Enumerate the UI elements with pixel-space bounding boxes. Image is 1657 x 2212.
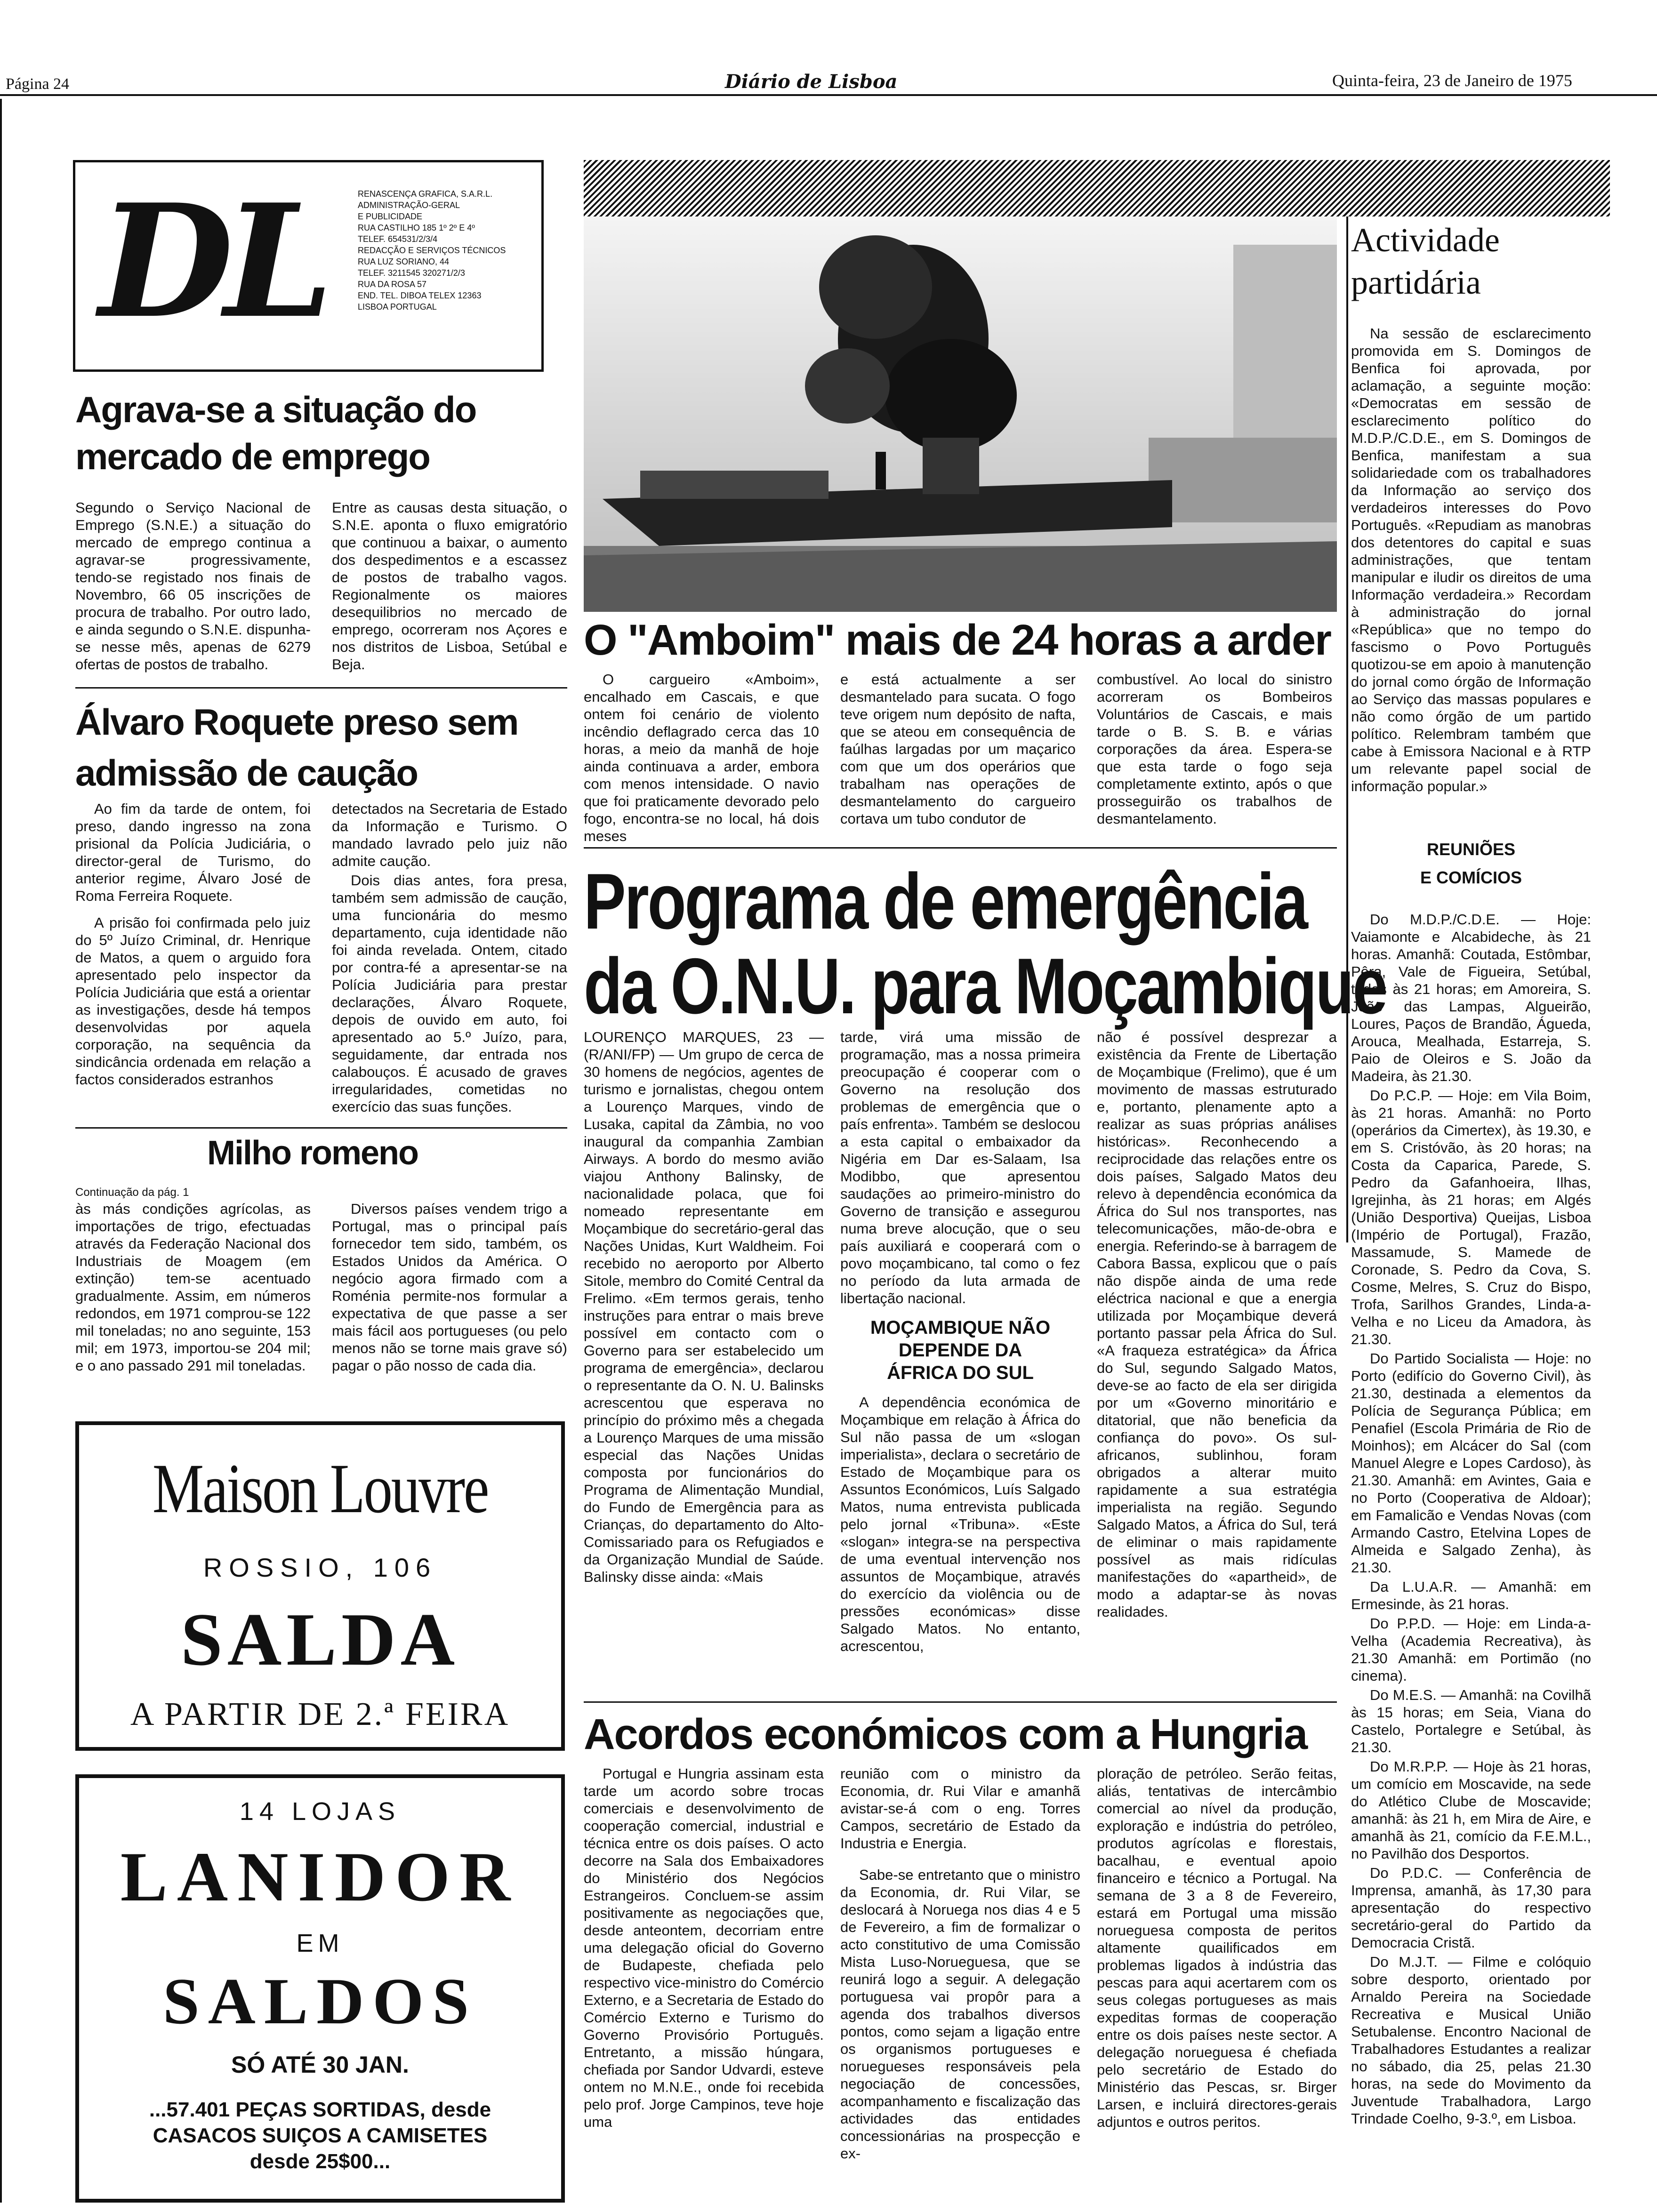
list-item: Do P.P.D. — Hoje: em Linda-a-Velha (Academia Recreativa), às 21.30 Amanhã: em Portimão (no cinema). — [1351, 1615, 1591, 1684]
ad-em: EM — [296, 1929, 344, 1957]
actividade-headline-1: Actividade — [1351, 221, 1500, 259]
ad-stores: 14 LOJAS — [239, 1797, 401, 1826]
roquete-headline: Álvaro Roquete preso sem admissão de caução — [75, 701, 518, 793]
dl-logo: DL — [99, 170, 324, 353]
onu-headline-1: Programa de emergência — [584, 857, 1307, 946]
ad-line: desde 25$00... — [249, 2150, 391, 2173]
reunioes-subhead — [1351, 835, 1591, 892]
amboim-headline: O "Amboim" mais de 24 horas a arder — [584, 616, 1331, 664]
ad-lanidor — [75, 1774, 565, 2203]
actividade-headline-2: partidária — [1351, 264, 1481, 301]
page-number: Página 24 — [6, 75, 70, 93]
onu-headline-2: da O.N.U. para Moçambique — [584, 942, 1386, 1030]
onu-col1: LOURENÇO MARQUES, 23 — (R/ANI/FP) — Um grupo de cerca de 30 homens de negócios, agentes de turismo e jornalistas, chegou ontem a Lourenço Marques, vindo de Lusaka, capital da Zâmbia, no voo inaugural da companhia Zambian Airways. A bordo do mesmo avião viajou Anthony Balinsky, de nacionalidade polaca, que foi nomeado representante em Moçambique do secretário-geral das Nações Unidas, Kurt Waldheim. Foi recebido no aeroporto por Alberto Sitole, membro do Comité Central da Frelimo. «Em termos gerais, tenho instruções para entrar o mais breve possível em contacto com o Governo para ser estabelecido um programa de emergência», declarou o representante da O. N. U. Balinsks acrescentou que esperava no princípio do próximo mês a chegada a Lourenço Marques de uma missão especial das Nações Unidas composta por funcionários do Programa de Alimentação Mundial, do Fundo de Emergência para as Crianças, do departamento do Alto-Comissariado para os Refugiados e da Organização Mundial de Saúde. Balinsky disse ainda: «Mais — [584, 1029, 824, 1585]
list-item: Do M.J.T. — Filme e colóquio sobre desporto, orientado por Arnaldo Pereira na Sociedade Recreativa e Musical União Setubalense. Encontro Nacional de Trabalhadores Estudantes a realizar no sábado, dia 25, pelas 21.30 horas, na sede do Movimento da Juventude Trabalhadora, Largo Trindade Coelho, 9-3.º, em Lisboa. — [1351, 1954, 1591, 2127]
emprego-col1: Segundo o Serviço Nacional de Emprego (S.N.E.) a situação do mercado de emprego continua a agravar-se progressivamente, tendo-se registado nos finais de Novembro, 66 05 inscrições de procura de trabalho. Por outro lado, e ainda segundo o S.N.E. dispunha-se nesse mês, apenas de 6279 ofertas de postos de trabalho. — [75, 499, 311, 673]
reunioes-list — [1351, 911, 1591, 2129]
continuation-note: Continuação da pág. 1 — [75, 1186, 189, 1199]
section-rule — [75, 1127, 567, 1129]
masthead-rule — [0, 94, 1657, 96]
section-rule — [584, 847, 1337, 849]
paragraph: A prisão foi confirmada pelo juiz do 5º Juízo Criminal, dr. Henrique de Matos, a quem o arguido fora apresentado pelo inspector da Polícia Judiciária que está a orientar as investigações, desde há tempos desenvolvidas por aquela corporação, na sequência da sindicância ordenada em relação a factos considerados estranhos — [75, 914, 311, 1088]
section-rule — [584, 1701, 1337, 1703]
list-item: Do M.E.S. — Amanhã: na Covilhã às 15 horas; em Seia, Viana do Castelo, Portalegre e Setúbal, às 21.30. — [1351, 1687, 1591, 1755]
paragraph: Dois dias antes, fora presa, também sem admissão de caução, uma funcionária do mesmo departamento, cuja identidade não foi ainda revelada. Ontem, citado por contra-fé a apresentar-se na Polícia Judiciária para prestar declarações, Álvaro Roquete, depois de ouvido em auto, foi apresentado ao 5.º Juízo, para, seguidamente, dar entrada nos calabouços. É acusado de graves irregularidades, cometidas no exercício das suas funções. — [332, 872, 567, 1115]
paragraph: tarde, virá uma missão de programação, mas a nossa primeira preocupação é cooperar com o Governo na resolução dos problemas de emergência que o país enfrenta». Também se deslocou a esta capital o embaixador da Nigéria em Dar es-Salaam, Isa Modibbo, que apresentou saudações ao primeiro-ministro do Governo de transição e assegurou numa breve alocução, que o seu país auxiliará e cooperará com o povo moçambicano, tal como o fez no período da luta armada de libertação nacional. — [840, 1029, 1080, 1306]
ad-from: A PARTIR DE 2.ª FEIRA — [130, 1696, 510, 1732]
subhead-line: REUNIÕES — [1426, 840, 1516, 859]
paragraph: Ao fim da tarde de ontem, foi preso, dando ingresso na zona prisional da Polícia Judiciária, o director-geral de Turismo, do anterior regime, Álvaro José de Roma Ferreira Roquete. — [75, 801, 311, 904]
imprint-line: RUA DA ROSA 57 — [358, 280, 427, 289]
imprint-line: TELEF. 3211545 320271/2/3 — [358, 268, 465, 278]
section-rule — [75, 687, 567, 689]
ad-line: CASACOS SUIÇOS A CAMISETES — [153, 2124, 488, 2147]
logo-box — [73, 160, 544, 372]
ship-photo — [584, 216, 1337, 612]
actividade-text: Na sessão de esclarecimento promovida em S. Domingos de Benfica foi aprovada, por aclamação, a seguinte moção: «Democratas em sessão de esclarecimento político do M.D.P./C.D.E., em S. Domingos de Benfica, manifestam a sua solidariedade com os trabalhadores da Informação ao serviço dos verdadeiros interesses do Povo Português. «Repudiam as manobras dos detentores do capital e suas administrações, que tentam manipular e iludir os direitos de uma Informação verdadeira.» Recordam à administração do jornal «República» que no tempo do fascismo o Povo Português quotizou-se em apoio à manutenção do jornal como órgão de Informação ao Serviço das massas populares e não como órgão de um partido político. Relembram também que cabe à Emissora Nacional e à RTP um relevante papel social de informação popular.» — [1351, 325, 1591, 794]
subhead-line: E COMÍCIOS — [1420, 868, 1522, 887]
imprint-line: E PUBLICIDADE — [358, 212, 423, 221]
paper-name: Diário de Lisboa — [725, 71, 898, 93]
list-item: Do M.R.P.P. — Hoje às 21 horas, um comício em Moscavide, na sede do Atlético Clube de Moscavide; amanhã: às 21 h, em Mira de Aire, e amanhã às 21, comício da F.E.M.L., no Pavilhão dos Desportos. — [1351, 1758, 1591, 1862]
hungria-col1: Portugal e Hungria assinam esta tarde um acordo sobre trocas comerciais e desenvolvimento de cooperação comercial, industrial e técnica entre os dois países. O acto decorre na Sala dos Embaixadores do Ministério dos Negócios Estrangeiros. Concluem-se assim positivamente as negociações que, desde anteontem, decorriam entre uma delegação oficial do Governo de Budapeste, chefiada pelo respectivo vice-ministro do Comércio Externo, e a Secretaria de Estado do Comércio Externo e Turismo do Governo Provisório Português. Entretanto, a missão húngara, chefiada por Sandor Udvardi, esteve ontem no M.N.E., onde foi recebida pelo prof. Jorge Campinos, teve hoje uma — [584, 1765, 824, 2130]
imprint-line: RUA CASTILHO 185 1º 2º E 4º — [358, 223, 475, 232]
ad-sale: SALDA — [180, 1597, 460, 1681]
hungria-col3: ploração de petróleo. Serão feitas, aliás, tentativas de intercâmbio comercial ao nível da produção, exploração e indústria do petróleo, produtos agrícolas e florestais, bacalhau, e eventual apoio financeiro e técnico a Portugal. Na semana de 3 a 8 de Fevereiro, estará em Portugal uma missão norueguesa composta de peritos altamente quailificados em problemas ligados à indústria das pescas para aqui acertarem com os seus colegas portugueses as mais expeditas formas de cooperação entre os dois países neste sector. A delegação norueguesa é chefiada pelo secretário de Estado do Ministério das Pescas, sr. Birger Larsen, e incluirá directores-gerais adjuntos e outros peritos. — [1097, 1765, 1337, 2130]
imprint-line: REDACÇÃO E SERVIÇOS TÉCNICOS — [358, 246, 506, 255]
ad-line: ...57.401 PEÇAS SORTIDAS, desde — [149, 2098, 491, 2121]
issue-date: Quinta-feira, 23 de Janeiro de 1975 — [1332, 71, 1572, 90]
emprego-col2: Entre as causas desta situação, o S.N.E. aponta o fluxo emigratório que continuou a baixar, o aumento dos despedimentos e a escassez de postos de trabalho vagos. Regionalmente os maiores desequilibrios no mercado de emprego, ocorreram nos Açores e nos distritos de Lisboa, Setúbal e Beja. — [332, 499, 567, 673]
onu-col3: não é possível desprezar a existência da Frente de Libertação de Moçambique (Frelimo), que é um movimento de massas estruturado e, portanto, plenamente apto a realizar as suas próprias análises históricas». Reconhecendo a reciprocidade das relações entre os dois países, Salgado Matos deu relevo à dependência económica da África do Sul nos transportes, nas telecomunicações, mão-de-obra e energia. Referindo-se à barragem de Cabora Bassa, explicou que o país não dispõe ainda de uma rede eléctrica nacional e que a energia utilizada por Moçambique deverá portanto passar pela África do Sul. «A fraqueza estratégica» da África do Sul, segundo Salgado Matos, deve-se ao facto de ela ser dirigida por um «Governo minoritário e ditatorial, que não beneficia da confiança do povo». Os sul-africanos, sublinhou, foram obrigados a alterar muito rapidamente a sua estratégia imperialista na região. Segundo Salgado Matos, a África do Sul, terá de eliminar o mais rapidamente possível as mais ridículas manifestações do «apartheid», de modo a adaptar-se às novas realidades. — [1097, 1029, 1337, 1620]
list-item: Do M.D.P./C.D.E. — Hoje: Vaiamonte e Alcabideche, às 21 horas. Amanhã: Coutada, Estômbar, Pêra, Vale de Figueira, Setúbal, todas às 21 horas; em Amoreira, S. João das Lampas, Algueirão, Loures, Paços de Brandão, Águeda, Arouca, Mealhada, Estarreja, S. Paio de Oleiros e S. João da Madeira, às 21.30. — [1351, 911, 1591, 1084]
milho-col2: Diversos países vendem trigo a Portugal, mas o principal país fornecedor tem sido, também, os Estados Unidos da América. O negócio agora firmado com a Roménia permite-nos formular a expectativa de que passe a ser mais fácil aos portugueses (ou pelo menos não se torne mais grave só) pagar o pão nosso de cada dia. — [332, 1201, 567, 1374]
ad-until: SÓ ATÉ 30 JAN. — [231, 2052, 409, 2078]
paragraph: Sabe-se entretanto que o ministro da Economia, dr. Rui Vilar, se deslocará à Noruega nos dias 4 e 5 de Fevereiro, a fim de formalizar o acto constitutivo de uma Comissão Mista Luso-Norueguesa, que se reunirá logo a seguir. A delegação portuguesa vai propôr para a agenda dos trabalhos diversos pontos, como sejam a ligação entre os organismos portugueses e noruegueses responsáveis pela negociação de concessões, acompanhamento e fiscalização das actividades das entidades concessionárias na prospecção e ex- — [840, 1867, 1080, 2162]
list-item: Da L.U.A.R. — Amanhã: em Ermesinde, às 21 horas. — [1351, 1579, 1591, 1612]
milho-headline: Milho romeno — [207, 1134, 418, 1172]
column-rule — [1346, 216, 1348, 1242]
imprint-line: RUA LUZ SORIANO, 44 — [358, 257, 450, 266]
imprint-line: RENASCENÇA GRAFICA, S.A.R.L. — [358, 189, 493, 199]
ad-address: ROSSIO, 106 — [203, 1553, 437, 1582]
paragraph: detectados na Secretaria de Estado da Informação e Turismo. O mandado lavrado pelo juiz não admite caução. — [332, 801, 567, 869]
imprint-line: TELEF. 654531/2/3/4 — [358, 234, 438, 244]
ad-maison-louvre — [75, 1421, 565, 1751]
amboim-col2: e está actualmente a ser desmantelado para sucata. O fogo teve origem num depósito de nafta, que se ateou em consequência de faúlhas largadas por um maçarico com que um dos operários que trabalham nas operações de desmantelamento do cargueiro cortava um tubo condutor de — [840, 671, 1076, 827]
hungria-headline: Acordos económicos com a Hungria — [584, 1710, 1307, 1758]
left-page-rule — [0, 99, 2, 2203]
list-item: Do P.D.C. — Conferência de Imprensa, amanhã, às 17,30 para apresentação do respectivo secretário-geral do Partido da Democracia Cristã. — [1351, 1865, 1591, 1951]
imprint — [358, 188, 506, 313]
hatched-banner — [584, 160, 1610, 216]
onu-col2 — [840, 1028, 1080, 1657]
amboim-col3: combustível. Ao local do sinistro acorreram os Bombeiros Voluntários de Cascais, e mais tarde o B. S. B. e várias corporações da área. Espera-se que esta tarde o fogo seja completamente extinto, após o que prosseguirão os trabalhos de desmantelamento. — [1097, 671, 1332, 827]
list-item: Do P.C.P. — Hoje: em Vila Boim, às 21 horas. Amanhã: no Porto (operários da Cimertex), às 19.30, e em S. Cristóvão, às 20 horas; na Costa da Caparica, Parede, S. Pedro da Gafanhoeira, Ilhas, Igrejinha, às 21 horas; em Algés (União Desportiva) Queijas, Lisboa (Império de Portugal), Frazão, Massamude, S. Mamede de Coronade, S. Pedro da Cova, S. Cosme, Melres, S. Cruz do Bispo, Trofa, Sarilhos Grandes, Linda-a-Velha e no Liceu da Amadora, às 21.30. — [1351, 1087, 1591, 1347]
imprint-line: END. TEL. DIBOA TELEX 12363 — [358, 291, 482, 300]
milho-col1: às más condições agrícolas, as importações de trigo, efectuadas através da Federação Nacional dos Industriais de Moagem (em extinção) tem-se acentuado gradualmente. Assim, em números redondos, em 1971 comprou-se 122 mil toneladas; no ano seguinte, 153 mil; em 1973, importou-se 204 mil; e o ano passado 291 mil toneladas. — [75, 1201, 311, 1374]
paragraph: A dependência económica de Moçambique em relação à África do Sul não passa de um «slogan imperialista», declara o secretário de Estado de Moçambique para os Assuntos Económicos, Luís Salgado Matos, numa entrevista publicada pelo jornal «Tribuna». «Este «slogan» integra-se na perspectiva de uma eventual intervenção nos assuntos de Moçambique, através do exercício da violência ou de pressões económicas» disse Salgado Matos. No entanto, acrescentou, — [840, 1394, 1080, 1654]
ad-saldos: SALDOS — [162, 1965, 478, 2038]
ship-fire-image — [584, 216, 1337, 612]
amboim-col1: O cargueiro «Amboim», encalhado em Cascais, e que ontem foi cenário de violento incêndio deflagrado cerca das 10 horas, a meio da manhã de hoje ainda continuava a arder, embora com menos intensidade. O navio que foi praticamente devorado pelo fogo, encontra-se no local, há dois meses — [584, 671, 819, 844]
list-item: Do Partido Socialista — Hoje: no Porto (edifício do Governo Civil), às 21.30, destinada a elementos da Polícia de Segurança Pública; em Penafiel (Escola Primária de Rio de Moinhos); em Alcácer do Sal (com Manuel Alegre e Lopes Cardoso), às 21.30. Amanhã: em Avintes, Gaia e no Porto (Cooperativa de Aldoar); em Famalicão e Vendas Novas (com Armando Castro, Etelvina Lopes de Almeida e Salgado Zenha), às 21.30. — [1351, 1350, 1591, 1576]
hungria-col2 — [840, 1765, 1080, 2164]
emprego-headline: Agrava-se a situação do mercado de emprego — [75, 389, 476, 477]
onu-subhead: MOÇAMBIQUE NÃO DEPENDE DA ÁFRICA DO SUL — [870, 1317, 1051, 1383]
imprint-line: LISBOA PORTUGAL — [358, 302, 437, 312]
roquete-col1 — [75, 800, 311, 1090]
imprint-line: ADMINISTRAÇÃO-GERAL — [358, 200, 460, 210]
ad-brand: LANIDOR — [120, 1838, 520, 1916]
ad-brand: Maison Louvre — [152, 1450, 488, 1528]
paragraph: reunião com o ministro da Economia, dr. Rui Vilar e amanhã avistar-se-á com o eng. Torres Campos, secretário de Estado da Industria e Energia. — [840, 1765, 1080, 1851]
roquete-col2 — [332, 800, 567, 1117]
